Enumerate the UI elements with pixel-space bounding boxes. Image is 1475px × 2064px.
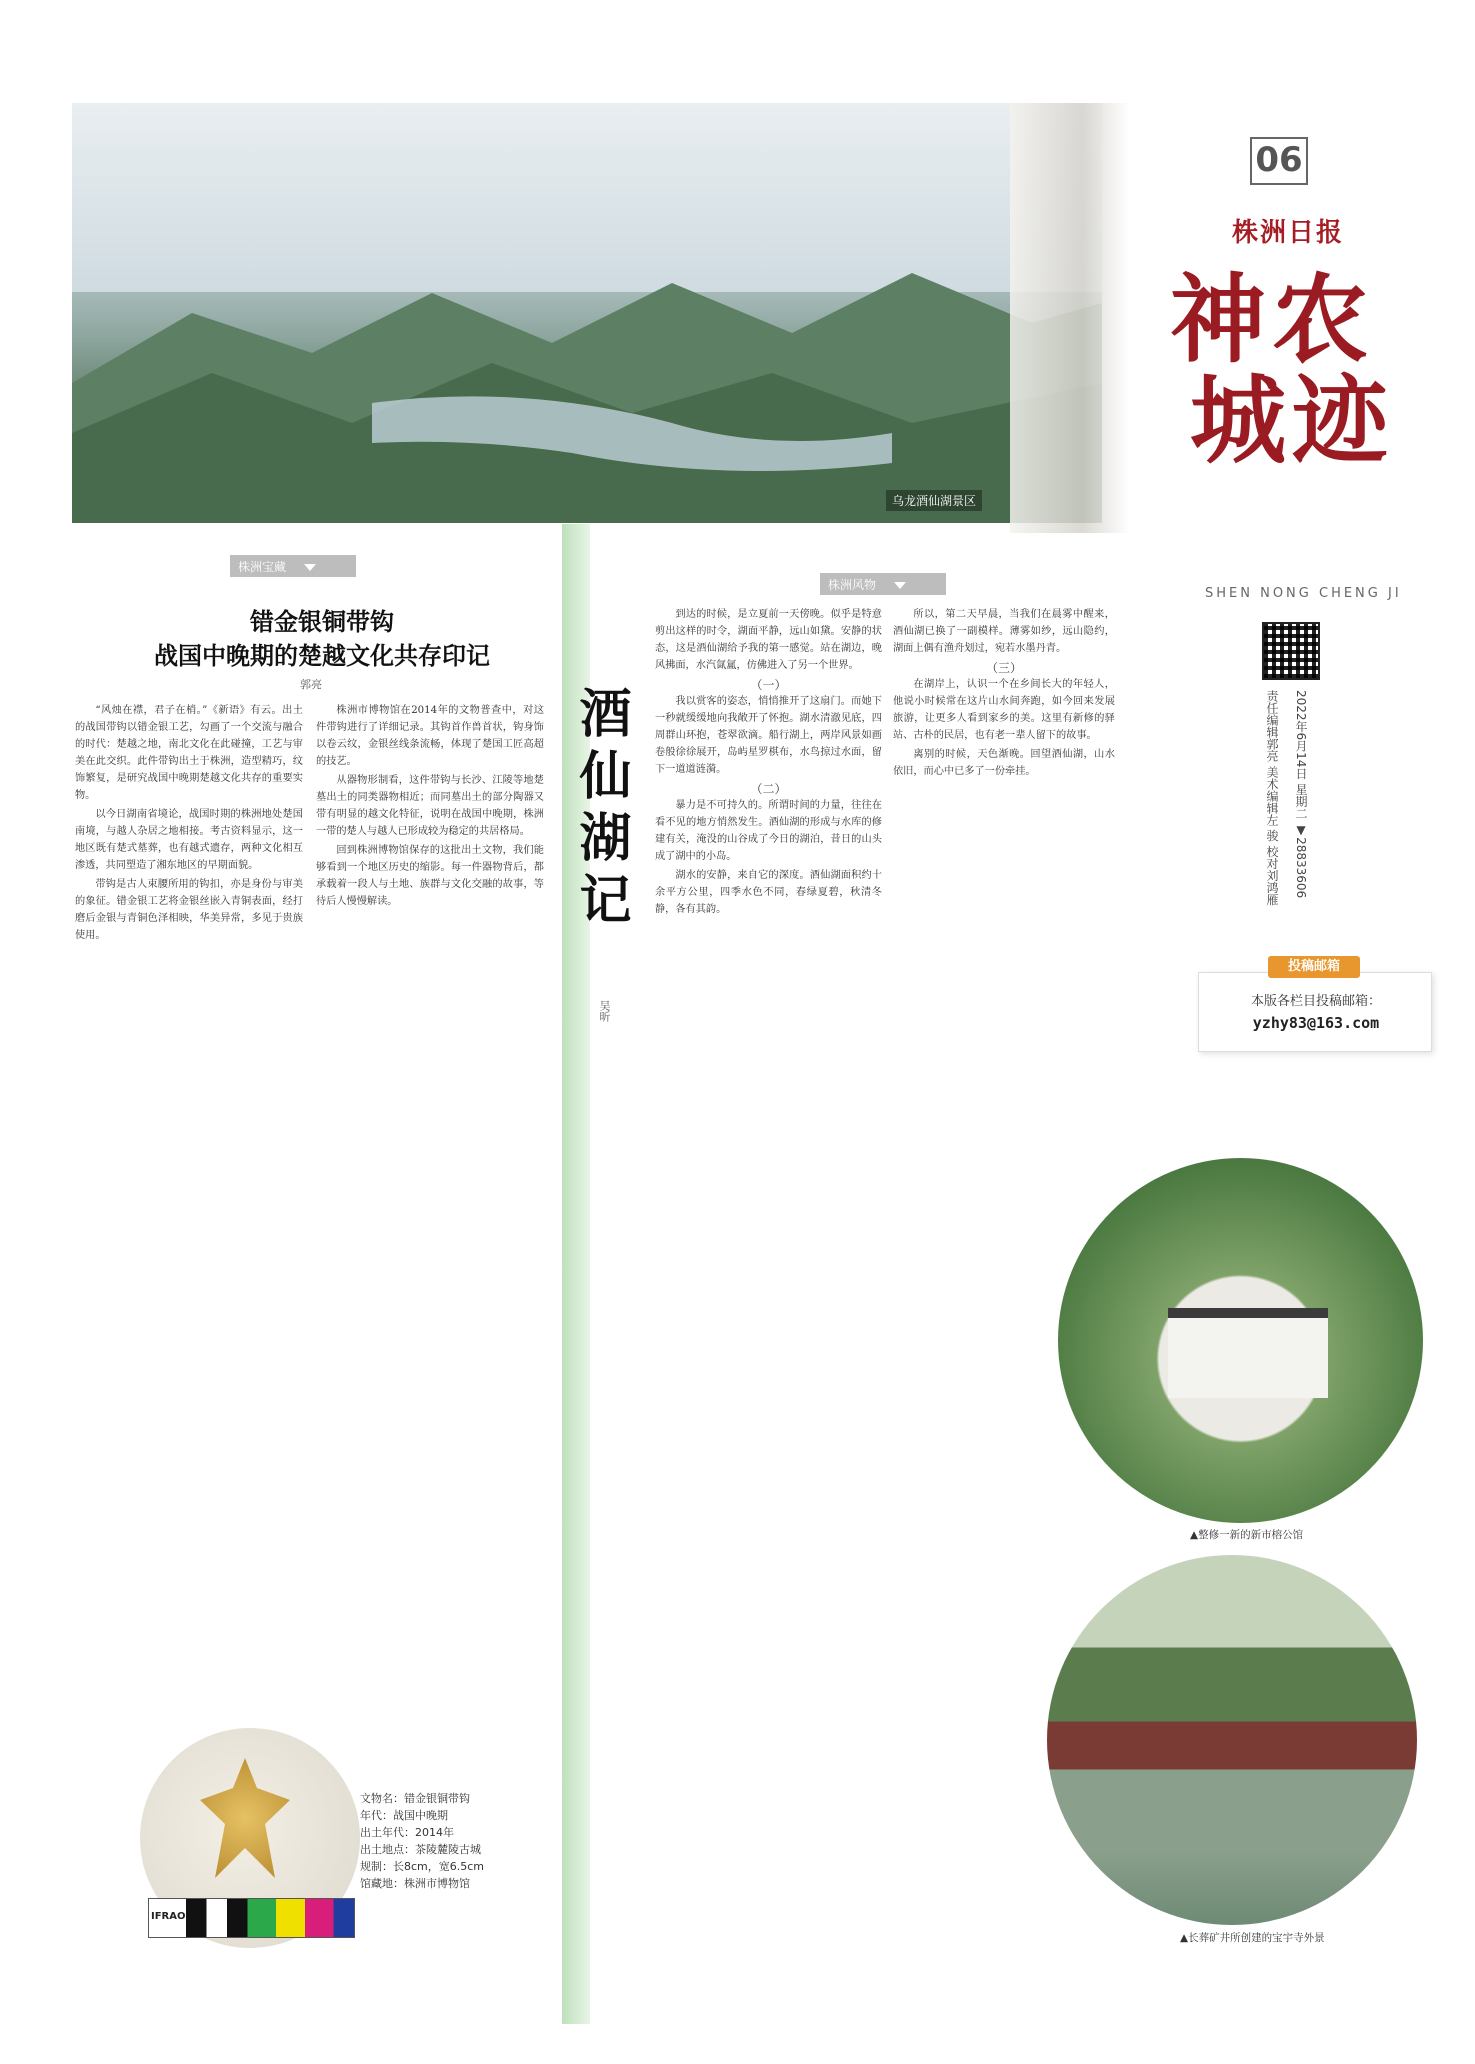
article1-column1	[75, 702, 303, 1702]
paragraph: 湖水的安静，来自它的深度。酒仙湖面积约十余平方公里，四季水色不同，春绿夏碧，秋清冬静，各有其韵。	[655, 870, 882, 915]
section-number: （一）	[750, 678, 787, 692]
article1-tag	[230, 555, 356, 577]
scale-label: IFRAO	[151, 1911, 186, 1922]
artifact-info	[360, 1790, 484, 1892]
section-title-line1: 神农	[1170, 263, 1374, 376]
submission-email-link[interactable]: yzhy83@163.com	[1252, 1014, 1380, 1032]
paragraph: 以今日湖南省境论，战国时期的株洲地处楚国南境，与越人杂居之地相接。考古资料显示，这一地区既有楚式墓葬，也有越式遗存，两种文化相互渗透，共同塑造了湘东地区的早期面貌。	[75, 809, 303, 871]
color-scale-bar	[148, 1898, 355, 1938]
article1-author: 郭亮	[300, 678, 322, 691]
page-curl-decoration	[1010, 103, 1130, 533]
section-pinyin: SHEN NONG CHENG JI	[1205, 586, 1402, 601]
paragraph: 我以赏客的姿态，悄悄推开了这扇门。而她下一秒就缓缓地向我敞开了怀抱。湖水清澈见底，四周群山环抱，苍翠欲滴。船行湖上，两岸风景如画卷般徐徐展开，岛屿星罗棋布，水鸟掠过水面，留下一道道涟漪。	[655, 696, 882, 775]
article1-title-line2: 战国中晚期的楚越文化共存印记	[154, 641, 490, 670]
paragraph: 回到株洲博物馆保存的这批出土文物，我们能够看到一个地区历史的缩影。每一件器物背后，都承载着一段人与土地、族群与文化交融的故事，等待后人慢慢解读。	[316, 845, 544, 907]
article1-title-line1: 错金银铜带钩	[250, 607, 394, 636]
section-title-line2: 城迹	[1190, 363, 1394, 477]
section-number: （三）	[985, 661, 1022, 675]
artifact-year: 出土年代：2014年	[360, 1826, 454, 1839]
editor-credits: 责任编辑郭亮 美术编辑左 骏 校对刘鸿雁	[1265, 690, 1279, 906]
qr-code-icon[interactable]	[1262, 622, 1320, 680]
article1-column2	[316, 702, 544, 1702]
paragraph: 带钩是古人束腰所用的钩扣，亦是身份与审美的象征。错金银工艺将金银丝嵌入青铜表面，经打磨后金银与青铜色泽相映，华美异常，多见于贵族使用。	[75, 879, 303, 941]
article2-column1	[655, 606, 882, 2026]
section-number: （二）	[750, 782, 787, 796]
hero-landscape-photo	[72, 103, 1102, 523]
photo2-caption: ▲长葬矿井所创建的宝宇寺外景	[1180, 1932, 1325, 1944]
article1-tag-label: 株洲宝藏	[238, 560, 287, 574]
artifact-museum: 馆藏地：株洲市博物馆	[360, 1877, 470, 1890]
building-shape	[1168, 1308, 1328, 1398]
artifact-name: 文物名：错金银铜带钩	[360, 1792, 470, 1805]
paragraph: 离别的时候，天色渐晚。回望酒仙湖，山水依旧，而心中已多了一份牵挂。	[893, 749, 1115, 777]
hero-mountains	[72, 223, 1102, 523]
submission-text: 本版各栏目投稿邮箱：	[1250, 994, 1381, 1009]
article1-title	[72, 605, 572, 673]
paragraph: 株洲市博物馆在2014年的文物普查中，对这件带钩进行了详细记录。其钩首作兽首状，钩身饰以卷云纹，金银丝线条流畅，体现了楚国工匠高超的技艺。	[316, 705, 544, 767]
paragraph: 从器物形制看，这件带钩与长沙、江陵等地楚墓出土的同类器物相近；而同墓出土的部分陶器又带有明显的越文化特征，说明在战国中晚期，株洲一带的楚人与越人已形成较为稳定的共居格局。	[316, 775, 544, 837]
article2-author: 吴昕	[598, 1000, 611, 1022]
paragraph: 所以，第二天早晨，当我们在晨雾中醒来，酒仙湖已换了一副模样。薄雾如纱，远山隐约，湖面上偶有渔舟划过，宛若水墨丹青。	[893, 609, 1115, 654]
photo-temple	[1047, 1555, 1417, 1925]
paragraph: 在湖岸上，认识一个在乡间长大的年轻人，他说小时候常在这片山水间奔跑，如今回来发展旅游，让更多人看到家乡的美。这里有新修的驿站、古朴的民居，也有老一辈人留下的故事。	[893, 679, 1115, 741]
artifact-era: 年代：战国中晚期	[360, 1809, 448, 1822]
belt-hook-image	[195, 1758, 295, 1878]
artifact-place: 出土地点：茶陵麓陵古城	[360, 1843, 481, 1856]
newspaper-logo: 株洲日报	[1232, 218, 1345, 248]
hero-caption: 乌龙酒仙湖景区	[886, 490, 982, 511]
paragraph: “风烛在襟，君子在梢。”《新语》有云。出土的战国带钩以错金银工艺，勾画了一个交流与融合的时代：楚越之地，南北文化在此碰撞，工艺与审美在此交织。此件带钩出土于株洲，造型精巧，纹饰繁复，是研究战国中晚期楚越文化共存的重要实物。	[75, 705, 303, 801]
artifact-size: 规制：长8cm，宽6.5cm	[360, 1860, 485, 1873]
photo-mansion	[1058, 1158, 1423, 1523]
submission-tag: 投稿邮箱	[1268, 956, 1360, 978]
submission-box	[1198, 972, 1432, 1052]
issue-date: 2022年6月14日 星期二 ▼28833606	[1294, 690, 1308, 899]
paragraph: 暴力是不可持久的。所谓时间的力量，往往在看不见的地方悄然发生。酒仙湖的形成与水库的修建有关，淹没的山谷成了今日的湖泊，昔日的山头成了湖中的小岛。	[655, 800, 882, 862]
paragraph: 到达的时候，是立夏前一天傍晚。似乎是特意剪出这样的时令，湖面平静，远山如黛。安静的状态，这是酒仙湖给予我的第一感觉。站在湖边，晚风拂面，水汽氤氲，仿佛进入了另一个世界。	[655, 609, 882, 671]
section-title	[1160, 263, 1420, 477]
photo1-caption: ▲整修一新的新市榕公馆	[1190, 1529, 1304, 1541]
page-number: 06	[1250, 137, 1308, 185]
article2-tag-label: 株洲风物	[828, 578, 877, 592]
chevron-down-icon	[894, 582, 906, 589]
article2-title: 酒仙湖记	[570, 686, 631, 934]
article2-tag	[820, 573, 946, 595]
chevron-down-icon	[304, 564, 316, 571]
